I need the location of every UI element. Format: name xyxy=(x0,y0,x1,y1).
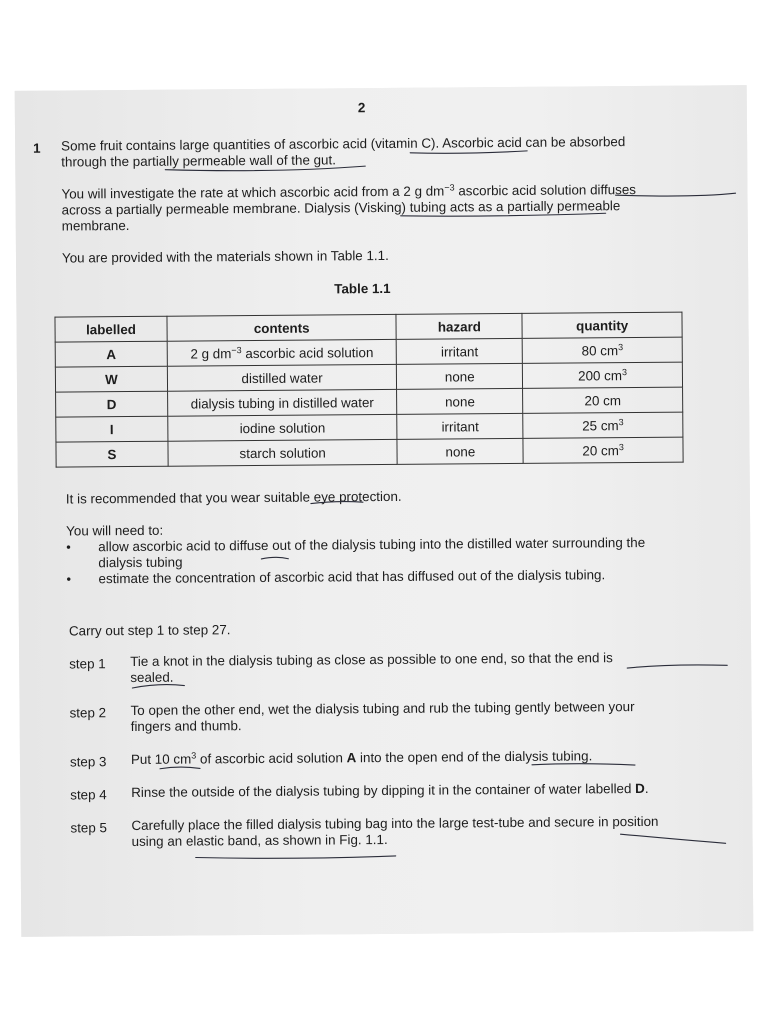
row-quantity: 200 $cm^3$ xyxy=(523,362,683,388)
table-title: Table 1.1 xyxy=(334,280,391,297)
bullet-1-line-2: dialysis tubing xyxy=(98,554,183,571)
row-contents: dialysis tubing in distilled water xyxy=(167,389,397,416)
bullet-marker: • xyxy=(66,571,72,587)
step-3-text: Put 10 $cm^3$ of ascorbic acid solution A into the open end of the dialysis tubing. xyxy=(130,748,593,767)
row-label: D xyxy=(56,391,168,417)
step-2-line-2: fingers and thumb. xyxy=(130,718,242,734)
question-number: 1 xyxy=(33,140,41,156)
investigate-line-1: You will investigate the rate at which ascorbic acid from a 2 g $dm^{-3}$ ascorbic acid solution diffuses xyxy=(61,182,637,202)
investigate-line-2: across a partially permeable membrane. Dialysis (Visking) tubing acts as a partially permeable xyxy=(61,198,621,218)
header-contents: contents xyxy=(167,314,397,341)
row-quantity: 25 $cm^3$ xyxy=(523,412,683,438)
bullet-2: estimate the concentration of ascorbic acid that has diffused out of the dialysis tubing. xyxy=(98,567,606,587)
row-contents: distilled water xyxy=(167,364,397,391)
bullet-1-line-1: allow ascorbic acid to diffuse out of the dialysis tubing into the distilled water surrounding the xyxy=(98,534,646,555)
step-label: step 3 xyxy=(69,754,107,770)
intro-line-1: Some fruit contains large quantities of ascorbic acid (vitamin C). Ascorbic acid can be absorbed xyxy=(61,134,626,154)
intro-line-2: through the partially permeable wall of the gut. xyxy=(61,152,336,170)
step-label: step 5 xyxy=(70,820,108,836)
row-quantity: 20 cm xyxy=(523,387,683,413)
exam-page xyxy=(15,85,754,937)
header-hazard: hazard xyxy=(396,313,522,339)
pen-underlines xyxy=(15,85,754,937)
step-1-line-2: sealed. xyxy=(130,669,174,685)
row-contents: 2 g $dm^{-3}$ ascorbic acid solution xyxy=(167,339,397,366)
row-hazard: none xyxy=(397,438,523,464)
page-number: 2 xyxy=(357,100,366,116)
row-hazard: none xyxy=(397,388,523,414)
header-quantity: quantity xyxy=(522,312,682,338)
eye-protection-note: It is recommended that you wear suitable eye protection. xyxy=(65,488,402,507)
step-label: step 2 xyxy=(69,705,107,721)
step-1-line-1: Tie a knot in the dialysis tubing as close as possible to one end, so that the end is xyxy=(130,650,613,669)
row-label: A xyxy=(55,341,167,367)
step-4-text: Rinse the outside of the dialysis tubing by dipping it in the container of water labelled D. xyxy=(131,780,649,800)
row-hazard: irritant xyxy=(397,413,523,439)
materials-sentence: You are provided with the materials shown in Table 1.1. xyxy=(61,247,389,266)
step-label: step 4 xyxy=(70,787,107,803)
row-contents: iodine solution xyxy=(168,414,398,441)
row-quantity: 80 $cm^3$ xyxy=(522,337,682,363)
row-label: I xyxy=(56,416,168,442)
carry-out-instruction: Carry out step 1 to step 27. xyxy=(68,622,231,639)
step-5-line-2: using an elastic band, as shown in Fig. 1.1. xyxy=(131,831,388,849)
row-label: S xyxy=(56,441,168,467)
need-heading: You will need to: xyxy=(66,522,164,539)
step-5-line-1: Carefully place the filled dialysis tubing bag into the large test-tube and secure in position xyxy=(131,813,659,833)
bullet-marker: • xyxy=(66,539,71,555)
investigate-line-3: membrane. xyxy=(61,217,130,234)
row-label: W xyxy=(55,366,167,392)
row-quantity: 20 $cm^3$ xyxy=(523,437,683,463)
row-hazard: none xyxy=(397,363,523,389)
step-2-line-1: To open the other end, wet the dialysis tubing and rub the tubing gently between your xyxy=(130,699,635,718)
row-contents: starch solution xyxy=(168,439,398,466)
header-labelled: labelled xyxy=(55,316,167,342)
step-label: step 1 xyxy=(69,656,106,672)
row-hazard: irritant xyxy=(397,338,523,364)
